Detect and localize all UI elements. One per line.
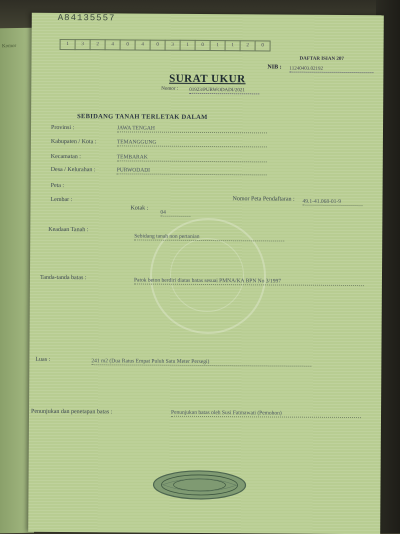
tanda-batas-label: Tanda-tanda batas : (39, 274, 87, 282)
penunjukan-value: Penunjukan batas oleh Susi Fatmawati (Pemohon) (171, 410, 361, 418)
provinsi-label: Provinsi : (50, 124, 75, 132)
nomor-value: 01923/PURWODADI/2021 (189, 88, 259, 94)
nib-label: NIB : (267, 64, 282, 71)
peta-label: Peta : (50, 182, 65, 190)
luas-value: 241 m2 (Dua Ratus Empat Puluh Satu Meter Persegi) (91, 358, 311, 367)
digit-box: 0 (195, 40, 210, 51)
serial-number: A84135557 (57, 12, 116, 24)
form-code: DAFTAR ISIAN 207 (299, 56, 344, 62)
digit-box: 3 (75, 39, 90, 50)
kabupaten-label: Kabupaten / Kota : (50, 138, 97, 146)
digit-box: 1 (210, 40, 225, 51)
digit-box: 3 (165, 40, 180, 51)
nomor-peta-value: 49.1-41.068-01-9 (302, 199, 362, 206)
digit-box: 1 (225, 40, 240, 51)
keadaan-label: Keadaan Tanah : (48, 226, 89, 234)
desa-label: Desa / Kelurahan : (50, 166, 96, 174)
nomor-label: Nomor : (161, 86, 179, 92)
nib-value: 11240403.02192 (289, 67, 373, 74)
kotak-value: 04 (160, 210, 190, 217)
digit-box: 1 (180, 40, 195, 51)
digit-box: 2 (90, 39, 105, 50)
left-page-text: Komor (2, 44, 17, 50)
nomor-peta-label: Nomor Peta Pendaftaran : (232, 196, 295, 203)
digit-box: 4 (135, 39, 150, 50)
digit-box: 0 (255, 40, 271, 51)
keadaan-value: Sebidang tanah non pertanian (134, 233, 284, 241)
kecamatan-value: TEMBARAK (117, 154, 267, 162)
document-page (28, 13, 384, 534)
digit-box: 2 (240, 40, 255, 51)
section-heading: SEBIDANG TANAH TERLETAK DALAM (77, 113, 208, 122)
digit-box: 1 (60, 39, 75, 50)
digit-boxes (60, 39, 271, 51)
seal-emblem (152, 470, 246, 501)
desa-value: PURWODADI (117, 167, 267, 175)
digit-box: 0 (150, 40, 165, 51)
provinsi-value: JAWA TENGAH (117, 125, 267, 133)
page-title: SURAT UKUR (169, 72, 246, 86)
tanda-batas-value: Patok beton berdiri diatas batas sesuai PMNA/KA BPN No 3/1997 (134, 277, 364, 286)
penunjukan-label: Penunjukan dan penetapan batas : (31, 408, 113, 416)
digit-box: 4 (105, 39, 120, 50)
luas-label: Luas : (35, 356, 51, 363)
kabupaten-value: TEMANGGUNG (117, 139, 267, 147)
kecamatan-label: Kecamatan : (50, 153, 81, 161)
digit-box: 0 (120, 39, 135, 50)
lembar-label: Lembar : (50, 196, 73, 204)
kotak-label: Kotak : (130, 205, 149, 212)
